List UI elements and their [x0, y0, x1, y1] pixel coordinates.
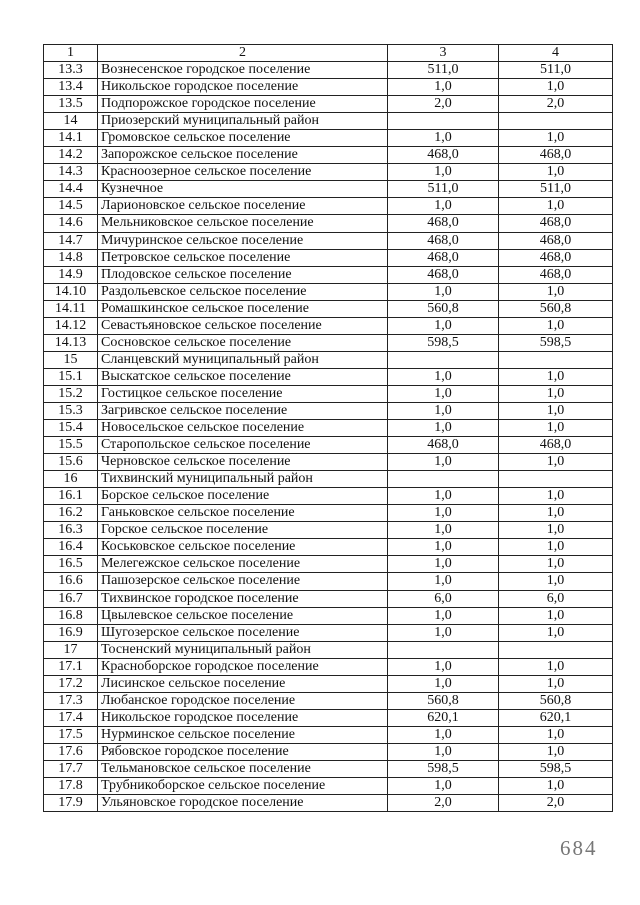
value-col-4-cell: 1,0: [499, 607, 613, 624]
value-col-4-cell: 1,0: [499, 726, 613, 743]
row-number-cell: 17.4: [44, 709, 98, 726]
table-row: [44, 454, 613, 471]
table-row: [44, 62, 613, 79]
value-col-4-cell: 1,0: [499, 573, 613, 590]
table-row: [44, 249, 613, 266]
value-col-3-cell: 1,0: [388, 743, 499, 760]
table-row: [44, 402, 613, 419]
table-row: [44, 658, 613, 675]
row-number-cell: 14.11: [44, 300, 98, 317]
row-number-cell: 16.5: [44, 556, 98, 573]
value-col-4-cell: 598,5: [499, 334, 613, 351]
value-col-3-cell: 1,0: [388, 317, 499, 334]
value-col-4-cell: 1,0: [499, 130, 613, 147]
value-col-4-cell: [499, 351, 613, 368]
value-col-3-cell: 1,0: [388, 624, 499, 641]
settlement-name-cell: Вознесенское городское поселение: [98, 62, 388, 79]
row-number-cell: 13.4: [44, 79, 98, 96]
value-col-3-cell: 1,0: [388, 539, 499, 556]
value-col-4-cell: 1,0: [499, 368, 613, 385]
settlement-name-cell: Приозерский муниципальный район: [98, 113, 388, 130]
value-col-3-cell: [388, 471, 499, 488]
settlements-table: [43, 44, 613, 812]
table-row: [44, 96, 613, 113]
row-number-cell: 15.3: [44, 402, 98, 419]
settlement-name-cell: Горское сельское поселение: [98, 522, 388, 539]
settlement-name-cell: Старопольское сельское поселение: [98, 437, 388, 454]
value-col-4-cell: 560,8: [499, 300, 613, 317]
row-number-cell: 14.9: [44, 266, 98, 283]
value-col-4-cell: 468,0: [499, 266, 613, 283]
table-row: [44, 317, 613, 334]
table-row: [44, 368, 613, 385]
value-col-3-cell: 1,0: [388, 79, 499, 96]
settlement-name-cell: Подпорожское городское поселение: [98, 96, 388, 113]
value-col-4-cell: 1,0: [499, 778, 613, 795]
value-col-3-cell: 1,0: [388, 385, 499, 402]
value-col-4-cell: 2,0: [499, 96, 613, 113]
row-number-cell: 17: [44, 641, 98, 658]
value-col-3-cell: 1,0: [388, 488, 499, 505]
value-col-4-cell: 1,0: [499, 164, 613, 181]
value-col-4-cell: 1,0: [499, 743, 613, 760]
table-row: [44, 113, 613, 130]
value-col-4-cell: 1,0: [499, 420, 613, 437]
row-number-cell: 15.6: [44, 454, 98, 471]
table-row: [44, 778, 613, 795]
value-col-4-cell: 1,0: [499, 556, 613, 573]
value-col-3-cell: 620,1: [388, 709, 499, 726]
table-row: [44, 283, 613, 300]
table-row: [44, 232, 613, 249]
row-number-cell: 16.8: [44, 607, 98, 624]
settlement-name-cell: Тосненский муниципальный район: [98, 641, 388, 658]
value-col-4-cell: [499, 113, 613, 130]
value-col-4-cell: 468,0: [499, 249, 613, 266]
settlement-name-cell: Загривское сельское поселение: [98, 402, 388, 419]
table-row: [44, 266, 613, 283]
row-number-cell: 14: [44, 113, 98, 130]
table-row: [44, 334, 613, 351]
row-number-cell: 16.7: [44, 590, 98, 607]
settlement-name-cell: Пашозерское сельское поселение: [98, 573, 388, 590]
row-number-cell: 14.3: [44, 164, 98, 181]
table-row: [44, 556, 613, 573]
value-col-4-cell: 1,0: [499, 624, 613, 641]
row-number-cell: 15: [44, 351, 98, 368]
value-col-3-cell: 1,0: [388, 522, 499, 539]
table-row: [44, 743, 613, 760]
value-col-3-cell: [388, 641, 499, 658]
settlement-name-cell: Шугозерское сельское поселение: [98, 624, 388, 641]
settlement-name-cell: Лисинское сельское поселение: [98, 675, 388, 692]
value-col-4-cell: 598,5: [499, 760, 613, 777]
row-number-cell: 17.9: [44, 795, 98, 812]
value-col-3-cell: 1,0: [388, 402, 499, 419]
settlement-name-cell: Коськовское сельское поселение: [98, 539, 388, 556]
table-row: [44, 130, 613, 147]
settlement-name-cell: Тельмановское сельское поселение: [98, 760, 388, 777]
table-row: [44, 300, 613, 317]
settlement-name-cell: Красноборское городское поселение: [98, 658, 388, 675]
settlement-name-cell: Сосновское сельское поселение: [98, 334, 388, 351]
table-row: [44, 471, 613, 488]
value-col-4-cell: 1,0: [499, 658, 613, 675]
table-row: [44, 726, 613, 743]
value-col-4-cell: 468,0: [499, 215, 613, 232]
value-col-3-cell: 6,0: [388, 590, 499, 607]
settlement-name-cell: Мельниковское сельское поселение: [98, 215, 388, 232]
value-col-4-cell: 511,0: [499, 181, 613, 198]
row-number-cell: 16.6: [44, 573, 98, 590]
table-row: [44, 215, 613, 232]
value-col-4-cell: 1,0: [499, 488, 613, 505]
settlement-name-cell: Рябовское городское поселение: [98, 743, 388, 760]
value-col-4-cell: 468,0: [499, 232, 613, 249]
value-col-3-cell: 2,0: [388, 795, 499, 812]
value-col-3-cell: 1,0: [388, 454, 499, 471]
settlement-name-cell: Раздольевское сельское поселение: [98, 283, 388, 300]
settlement-name-cell: Кузнечное: [98, 181, 388, 198]
row-number-cell: 17.3: [44, 692, 98, 709]
settlement-name-cell: Трубникоборское сельское поселение: [98, 778, 388, 795]
settlement-name-cell: Ларионовское сельское поселение: [98, 198, 388, 215]
value-col-4-cell: 2,0: [499, 795, 613, 812]
row-number-cell: 16.2: [44, 505, 98, 522]
row-number-cell: 14.10: [44, 283, 98, 300]
row-number-cell: 17.6: [44, 743, 98, 760]
row-number-cell: 17.7: [44, 760, 98, 777]
row-number-cell: 16.9: [44, 624, 98, 641]
value-col-4-cell: 1,0: [499, 539, 613, 556]
row-number-cell: 14.1: [44, 130, 98, 147]
settlement-name-cell: Тихвинский муниципальный район: [98, 471, 388, 488]
value-col-3-cell: 1,0: [388, 607, 499, 624]
value-col-4-cell: 1,0: [499, 675, 613, 692]
value-col-4-cell: 1,0: [499, 402, 613, 419]
value-col-4-cell: 1,0: [499, 505, 613, 522]
table-row: [44, 573, 613, 590]
value-col-3-cell: [388, 351, 499, 368]
value-col-3-cell: 2,0: [388, 96, 499, 113]
table-row: [44, 607, 613, 624]
value-col-3-cell: 1,0: [388, 658, 499, 675]
settlement-name-cell: Цвылевское сельское поселение: [98, 607, 388, 624]
value-col-4-cell: 620,1: [499, 709, 613, 726]
value-col-3-cell: 1,0: [388, 726, 499, 743]
value-col-4-cell: 1,0: [499, 454, 613, 471]
table-row: [44, 181, 613, 198]
table-row: [44, 641, 613, 658]
value-col-3-cell: 1,0: [388, 556, 499, 573]
table-row: [44, 147, 613, 164]
value-col-3-cell: 511,0: [388, 62, 499, 79]
row-number-cell: 17.2: [44, 675, 98, 692]
value-col-3-cell: 468,0: [388, 147, 499, 164]
settlement-name-cell: Петровское сельское поселение: [98, 249, 388, 266]
settlement-name-cell: Красноозерное сельское поселение: [98, 164, 388, 181]
table-row: [44, 420, 613, 437]
settlement-name-cell: Ульяновское городское поселение: [98, 795, 388, 812]
settlement-name-cell: Гостицкое сельское поселение: [98, 385, 388, 402]
settlement-name-cell: Громовское сельское поселение: [98, 130, 388, 147]
value-col-3-cell: 598,5: [388, 334, 499, 351]
row-number-cell: 14.6: [44, 215, 98, 232]
value-col-3-cell: 1,0: [388, 198, 499, 215]
row-number-cell: 14.13: [44, 334, 98, 351]
value-col-3-cell: 1,0: [388, 505, 499, 522]
settlement-name-cell: Сланцевский муниципальный район: [98, 351, 388, 368]
row-number-cell: 13.3: [44, 62, 98, 79]
settlement-name-cell: Ганьковское сельское поселение: [98, 505, 388, 522]
value-col-3-cell: 1,0: [388, 164, 499, 181]
table-row: [44, 79, 613, 96]
settlement-name-cell: Севастьяновское сельское поселение: [98, 317, 388, 334]
value-col-3-cell: 1,0: [388, 368, 499, 385]
value-col-4-cell: 1,0: [499, 522, 613, 539]
table-header-row: [44, 45, 613, 62]
page-number: 684: [560, 836, 598, 860]
table-row: [44, 351, 613, 368]
row-number-cell: 17.8: [44, 778, 98, 795]
settlement-name-cell: Мичуринское сельское поселение: [98, 232, 388, 249]
table-row: [44, 760, 613, 777]
row-number-cell: 15.2: [44, 385, 98, 402]
settlement-name-cell: Мелегежское сельское поселение: [98, 556, 388, 573]
row-number-cell: 14.7: [44, 232, 98, 249]
table-row: [44, 624, 613, 641]
header-col-1: 1: [44, 45, 98, 62]
table-row: [44, 385, 613, 402]
value-col-3-cell: 511,0: [388, 181, 499, 198]
value-col-4-cell: 1,0: [499, 283, 613, 300]
table-row: [44, 795, 613, 812]
value-col-3-cell: 1,0: [388, 778, 499, 795]
row-number-cell: 14.12: [44, 317, 98, 334]
value-col-3-cell: 468,0: [388, 266, 499, 283]
table-row: [44, 164, 613, 181]
row-number-cell: 13.5: [44, 96, 98, 113]
value-col-3-cell: 1,0: [388, 675, 499, 692]
value-col-4-cell: 511,0: [499, 62, 613, 79]
settlement-name-cell: Никольское городское поселение: [98, 709, 388, 726]
row-number-cell: 15.4: [44, 420, 98, 437]
settlement-name-cell: Запорожское сельское поселение: [98, 147, 388, 164]
value-col-3-cell: 1,0: [388, 130, 499, 147]
settlement-name-cell: Никольское городское поселение: [98, 79, 388, 96]
value-col-3-cell: 1,0: [388, 573, 499, 590]
value-col-4-cell: [499, 641, 613, 658]
settlement-name-cell: Новосельское сельское поселение: [98, 420, 388, 437]
value-col-3-cell: 560,8: [388, 300, 499, 317]
table-row: [44, 692, 613, 709]
settlement-name-cell: Выскатское сельское поселение: [98, 368, 388, 385]
table-row: [44, 505, 613, 522]
table-row: [44, 488, 613, 505]
value-col-3-cell: [388, 113, 499, 130]
row-number-cell: 16.3: [44, 522, 98, 539]
value-col-3-cell: 468,0: [388, 232, 499, 249]
value-col-3-cell: 1,0: [388, 283, 499, 300]
value-col-3-cell: 468,0: [388, 437, 499, 454]
row-number-cell: 16.4: [44, 539, 98, 556]
settlement-name-cell: Любанское городское поселение: [98, 692, 388, 709]
row-number-cell: 17.1: [44, 658, 98, 675]
value-col-4-cell: 560,8: [499, 692, 613, 709]
row-number-cell: 15.5: [44, 437, 98, 454]
row-number-cell: 16: [44, 471, 98, 488]
value-col-4-cell: 1,0: [499, 198, 613, 215]
settlement-name-cell: Черновское сельское поселение: [98, 454, 388, 471]
settlement-name-cell: Нурминское сельское поселение: [98, 726, 388, 743]
settlement-name-cell: Борское сельское поселение: [98, 488, 388, 505]
value-col-4-cell: 468,0: [499, 437, 613, 454]
value-col-4-cell: 1,0: [499, 317, 613, 334]
value-col-4-cell: [499, 471, 613, 488]
row-number-cell: 14.5: [44, 198, 98, 215]
row-number-cell: 17.5: [44, 726, 98, 743]
row-number-cell: 14.4: [44, 181, 98, 198]
table-row: [44, 522, 613, 539]
header-col-3: 3: [388, 45, 499, 62]
settlement-name-cell: Плодовское сельское поселение: [98, 266, 388, 283]
settlement-name-cell: Ромашкинское сельское поселение: [98, 300, 388, 317]
header-col-4: 4: [499, 45, 613, 62]
value-col-4-cell: 468,0: [499, 147, 613, 164]
row-number-cell: 16.1: [44, 488, 98, 505]
table-row: [44, 675, 613, 692]
value-col-3-cell: 468,0: [388, 249, 499, 266]
table-row: [44, 437, 613, 454]
table-row: [44, 198, 613, 215]
table-row: [44, 539, 613, 556]
table-row: [44, 590, 613, 607]
table-row: [44, 709, 613, 726]
value-col-3-cell: 1,0: [388, 420, 499, 437]
value-col-3-cell: 598,5: [388, 760, 499, 777]
row-number-cell: 15.1: [44, 368, 98, 385]
value-col-3-cell: 468,0: [388, 215, 499, 232]
value-col-3-cell: 560,8: [388, 692, 499, 709]
row-number-cell: 14.8: [44, 249, 98, 266]
value-col-4-cell: 6,0: [499, 590, 613, 607]
value-col-4-cell: 1,0: [499, 79, 613, 96]
header-col-2: 2: [98, 45, 388, 62]
settlement-name-cell: Тихвинское городское поселение: [98, 590, 388, 607]
row-number-cell: 14.2: [44, 147, 98, 164]
table-body: [44, 62, 613, 812]
value-col-4-cell: 1,0: [499, 385, 613, 402]
